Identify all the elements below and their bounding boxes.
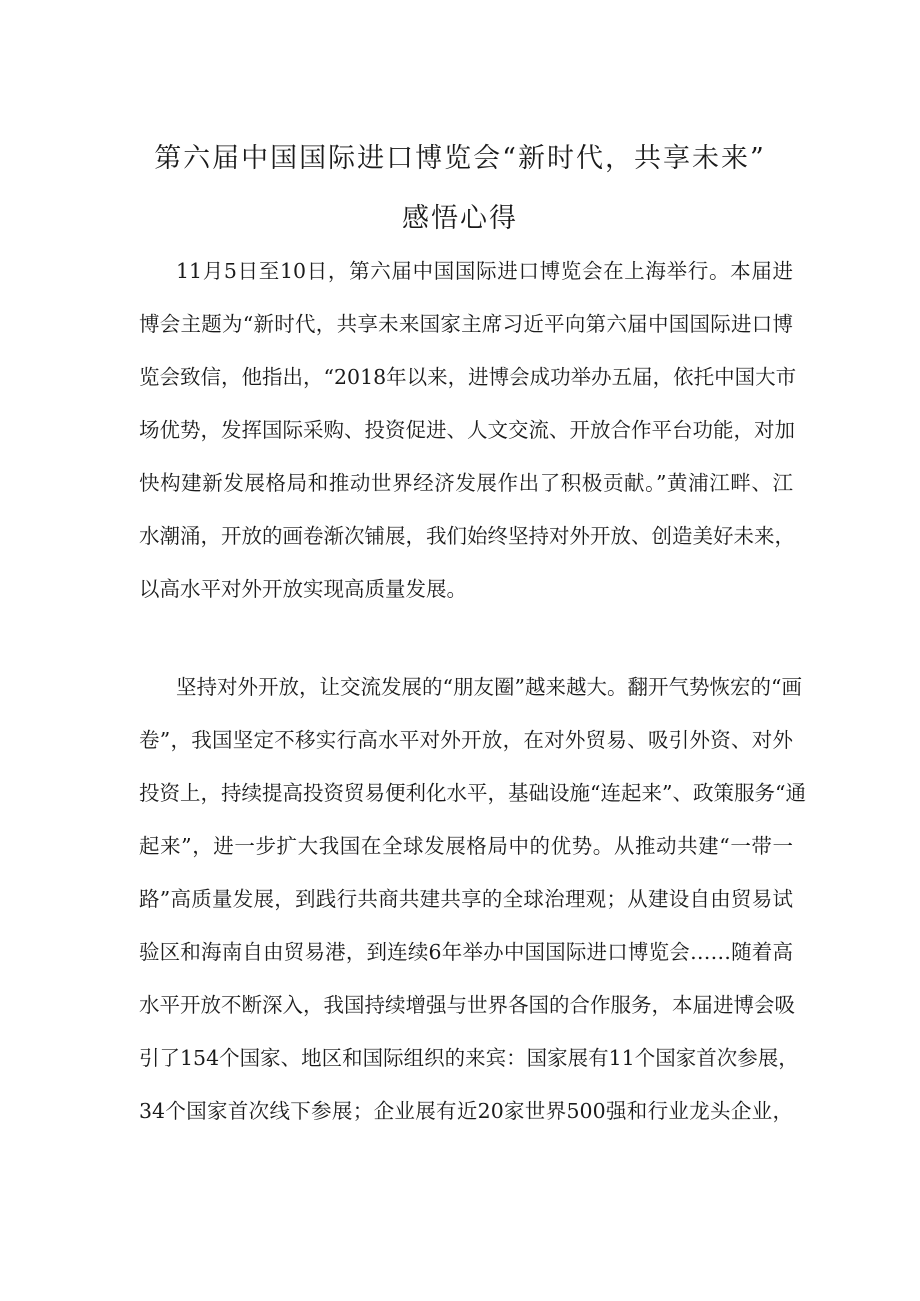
paragraph-1-line: 场优势，发挥国际采购、投资促进、人文交流、开放合作平台功能，对加 — [139, 418, 795, 442]
paragraph-1-line: 以高水平对外开放实现高质量发展。 — [139, 577, 467, 601]
document-title-line-2: 感悟心得 — [402, 203, 518, 234]
paragraph-1-line: 博会主题为“新时代，共享未来国家主席习近平向第六届中国国际进口博 — [139, 312, 793, 336]
paragraph-2-line: 34个国家首次线下参展；企业展有近20家世界500强和行业龙头企业， — [139, 1099, 793, 1123]
paragraph-2-line: 引了154个国家、地区和国际组织的来宾：国家展有11个国家首次参展， — [139, 1046, 799, 1070]
paragraph-2-line: 卷”，我国坚定不移实行高水平对外开放，在对外贸易、吸引外资、对外 — [139, 728, 793, 752]
paragraph-2-line: 投资上，持续提高投资贸易便利化水平，基础设施“连起来”、政策服务“通 — [139, 781, 806, 805]
paragraph-2-line: 坚持对外开放，让交流发展的“朋友圈”越来越大。翻开气势恢宏的“画 — [176, 675, 802, 699]
paragraph-1-line: 览会致信，他指出，“2018年以来，进博会成功举办五届，依托中国大市 — [139, 365, 797, 389]
paragraph-1-line: 水潮涌，开放的画卷渐次铺展，我们始终坚持对外开放、创造美好未来， — [139, 524, 795, 548]
paragraph-1-line: 快构建新发展格局和推动世界经济发展作出了积极贡献。”黄浦江畔、江 — [139, 471, 793, 495]
document-title-line-1: 第六届中国国际进口博览会“新时代，共享未来” — [154, 143, 766, 174]
paragraph-2-line: 水平开放不断深入，我国持续增强与世界各国的合作服务，本届进博会吸 — [139, 993, 795, 1017]
paragraph-1-line: 11月5日至10日，第六届中国国际进口博览会在上海举行。本届进 — [176, 259, 793, 283]
paragraph-2-line: 起来”，进一步扩大我国在全球发展格局中的优势。从推动共建“一带一 — [139, 834, 793, 858]
paragraph-2-line: 路”高质量发展，到践行共商共建共享的全球治理观；从建设自由贸易试 — [139, 887, 793, 911]
paragraph-2-line: 验区和海南自由贸易港，到连续6年举办中国国际进口博览会……随着高 — [139, 940, 793, 964]
